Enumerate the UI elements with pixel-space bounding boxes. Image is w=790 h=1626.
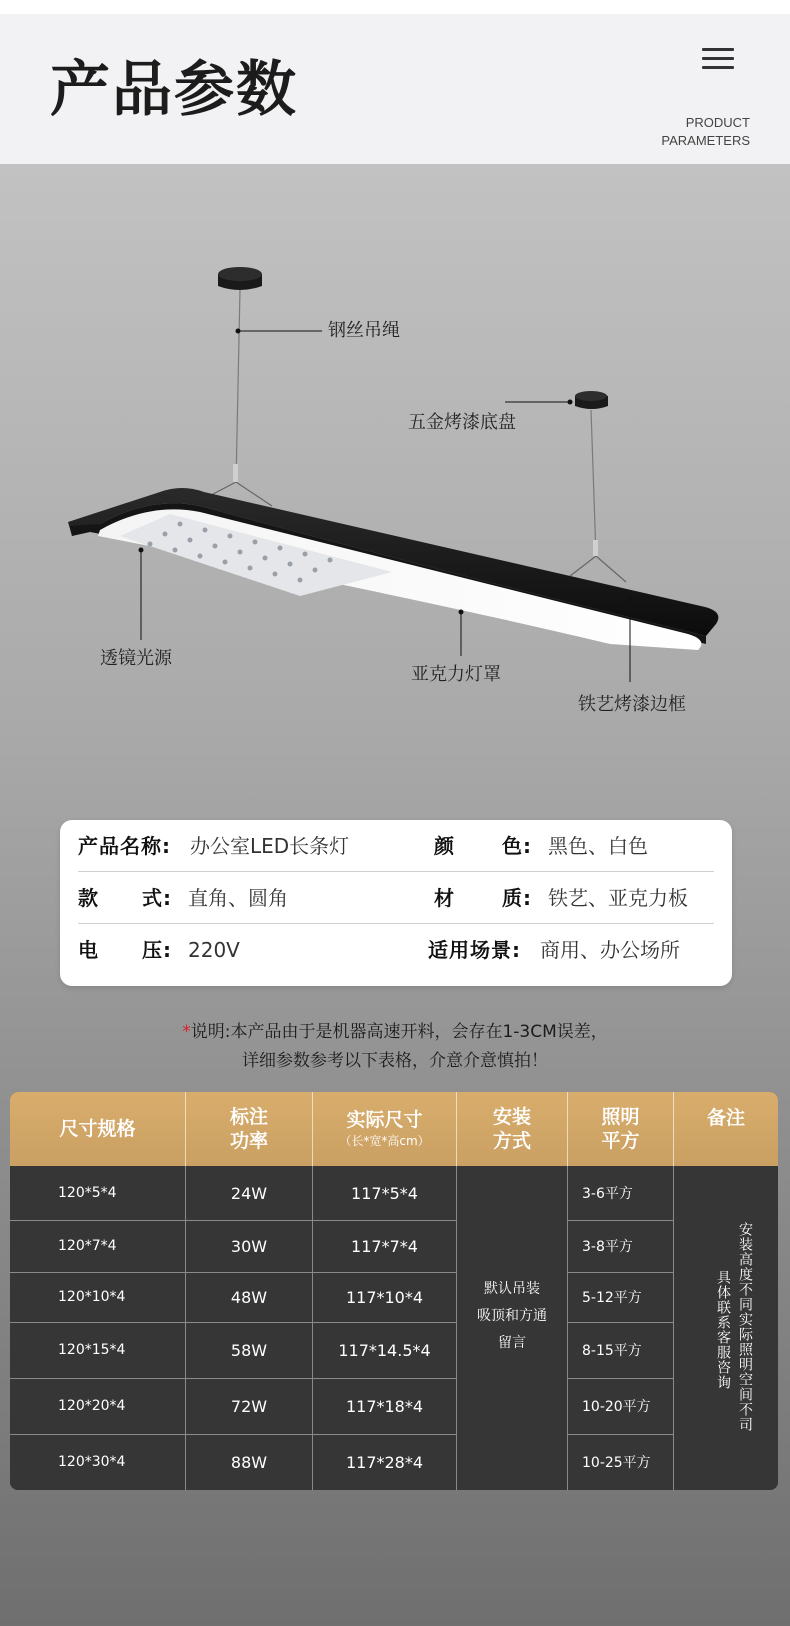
cell-size: 120*5*4 (58, 1185, 117, 1201)
spec-name-value: 办公室LED长条灯 (190, 834, 350, 858)
callout-base: 五金烤漆底盘 (408, 412, 516, 433)
note-text-1: 说明:本产品由于是机器高速开料，会存在1-3CM误差， (190, 1022, 608, 1042)
cell-size: 120*20*4 (58, 1398, 126, 1414)
spec-scene-value: 商用、办公场所 (540, 938, 680, 962)
cell-size: 120*15*4 (58, 1342, 126, 1358)
spec-color-key-b: 色: (502, 834, 532, 858)
page-subtitle (661, 114, 750, 150)
cell-area: 5-12平方 (582, 1290, 642, 1306)
spec-voltage-key-b: 压: (142, 938, 172, 962)
th-remark-label: 备注 (706, 1107, 745, 1129)
th-install-line2: 方式 (492, 1130, 531, 1152)
cell-power: 30W (230, 1236, 268, 1256)
spec-style-key-b: 式: (142, 886, 172, 910)
spec-row (78, 872, 714, 924)
spec-material-key-b: 质: (502, 886, 532, 910)
install-method (457, 1276, 567, 1357)
th-install-line1: 安装 (492, 1106, 531, 1128)
spec-material-key-a: 材 (434, 886, 455, 910)
note-line-2: 详细参数参考以下表格，介意介意慎拍！ (242, 1051, 548, 1071)
subtitle-line-2: PARAMETERS (661, 133, 750, 148)
th-power-line1: 标注 (229, 1106, 268, 1128)
spec-name-key: 产品名称: (78, 834, 171, 858)
remark-text-2: 具体联系客服咨询 (715, 1270, 731, 1390)
callout-cover: 亚克力灯罩 (411, 664, 501, 685)
menu-icon[interactable] (702, 48, 734, 70)
th-area-line2: 平方 (601, 1130, 640, 1152)
callout-wire: 钢丝吊绳 (328, 320, 400, 341)
th-size-label: 尺寸规格 (59, 1118, 136, 1140)
th-actual (313, 1092, 456, 1166)
spec-material-value: 铁艺、亚克力板 (548, 886, 688, 910)
table-header (10, 1092, 778, 1166)
size-table (10, 1092, 778, 1490)
table-body (10, 1166, 778, 1490)
cell-actual: 117*14.5*4 (338, 1340, 431, 1360)
cell-area: 10-25平方 (582, 1455, 651, 1471)
disclaimer-note (0, 1018, 790, 1076)
product-illustration (0, 164, 790, 804)
cell-area: 3-6平方 (582, 1186, 633, 1202)
page-header (0, 14, 790, 164)
cell-area: 3-8平方 (582, 1239, 633, 1255)
th-install (457, 1092, 567, 1166)
th-area-line1: 照明 (601, 1106, 640, 1128)
cell-actual: 117*18*4 (345, 1396, 424, 1416)
callout-frame: 铁艺烤漆边框 (578, 694, 686, 715)
cell-area: 10-20平方 (582, 1399, 651, 1415)
cell-power: 72W (230, 1396, 268, 1416)
cell-power: 24W (230, 1183, 268, 1203)
th-area (568, 1092, 673, 1166)
cell-size: 120*10*4 (58, 1289, 126, 1305)
cell-power: 48W (230, 1287, 268, 1307)
install-line-2: 吸顶和方通 (477, 1308, 547, 1324)
cell-actual: 117*7*4 (351, 1236, 418, 1256)
callout-lens: 透镜光源 (100, 648, 172, 669)
cell-area: 8-15平方 (582, 1343, 642, 1359)
subtitle-line-1: PRODUCT (685, 115, 750, 130)
spec-voltage-key-a: 电 (78, 938, 99, 962)
spec-row (78, 820, 714, 872)
th-actual-line1: 实际尺寸 (346, 1109, 423, 1131)
install-line-1: 默认吊装 (484, 1281, 540, 1297)
th-size (10, 1092, 185, 1166)
note-star: * (182, 1022, 191, 1042)
spec-voltage-value: 220V (188, 938, 240, 962)
page-title: 产品参数 (50, 55, 298, 125)
spec-style-value: 直角、圆角 (188, 886, 288, 910)
cell-size: 120*30*4 (58, 1454, 126, 1470)
spec-color-value: 黑色、白色 (548, 834, 648, 858)
cell-actual: 117*5*4 (351, 1183, 418, 1203)
install-line-3: 留言 (498, 1335, 526, 1351)
spec-card (60, 820, 732, 986)
cell-actual: 117*10*4 (345, 1287, 424, 1307)
spec-color-key-a: 颜 (434, 834, 455, 858)
cell-power: 88W (230, 1452, 268, 1472)
th-power (186, 1092, 312, 1166)
th-remark (674, 1092, 778, 1166)
spec-row (78, 924, 714, 976)
note-line-1 (0, 1018, 790, 1047)
spec-style-key-a: 款 (78, 886, 99, 910)
top-spacer (0, 0, 790, 14)
remark-text-1: 安装高度不同实际照明空间不司 (737, 1222, 753, 1432)
spec-scene-key: 适用场景: (428, 938, 521, 962)
th-actual-line2: （长*宽*高cm） (339, 1134, 430, 1148)
cell-size: 120*7*4 (58, 1238, 117, 1254)
cell-power: 58W (230, 1340, 268, 1360)
cell-actual: 117*28*4 (345, 1452, 424, 1472)
th-power-line2: 功率 (229, 1130, 268, 1152)
